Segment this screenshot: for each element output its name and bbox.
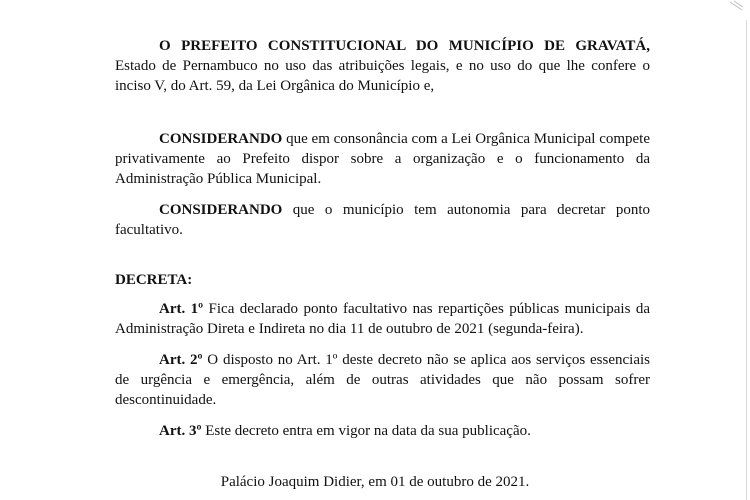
preamble-bold: O PREFEITO CONSTITUCIONAL DO MUNICÍPIO DE GRAVATÁ, <box>159 38 650 54</box>
closing-place-date: Palácio Joaquim Didier, em 01 de outubro de 2021. <box>220 474 530 490</box>
article-2 <box>115 350 650 410</box>
article-label: Art. 1º <box>159 301 204 317</box>
considerando-text: que o município tem autonomia para decretar ponto facultativo. <box>115 202 650 238</box>
considerando-paragraph-1 <box>115 129 650 189</box>
article-text: O disposto no Art. 1º deste decreto não se aplica aos serviços essenciais de urgência e emergência, além de outras atividades que não possam sofrer descontinuidade. <box>115 352 650 408</box>
article-label: Art. 2º <box>159 352 203 368</box>
article-text: Fica declarado ponto facultativo nas repartições públicas municipais da Administração Direta e Indireta no dia 11 de outubro de 2021 (segunda-feira). <box>115 301 651 337</box>
article-text: Este decreto entra em vigor na data da sua publicação. <box>201 423 531 439</box>
considerando-paragraph-2 <box>115 200 650 240</box>
preamble-paragraph <box>115 36 650 96</box>
considerando-bold: CONSIDERANDO <box>159 202 283 218</box>
article-1 <box>115 299 650 339</box>
decree-body <box>115 36 650 441</box>
article-label: Art. 3º <box>159 423 202 439</box>
corner-scan-mark-icon <box>728 0 744 16</box>
considerando-text: que em consonância com a Lei Orgânica Municipal compete privativamente ao Prefeito dispor sobre a organização e o funcionamento da Administração Pública Municipal. <box>115 131 650 187</box>
preamble-text: Estado de Pernambuco no uso das atribuições legais, e no uso do que lhe confere o inciso V, do Art. 59, da Lei Orgânica do Município e, <box>115 58 650 94</box>
article-3 <box>115 421 650 441</box>
page-edge-divider <box>746 20 747 500</box>
decreta-heading: DECRETA: <box>115 272 193 288</box>
considerando-bold: CONSIDERANDO <box>159 131 283 147</box>
